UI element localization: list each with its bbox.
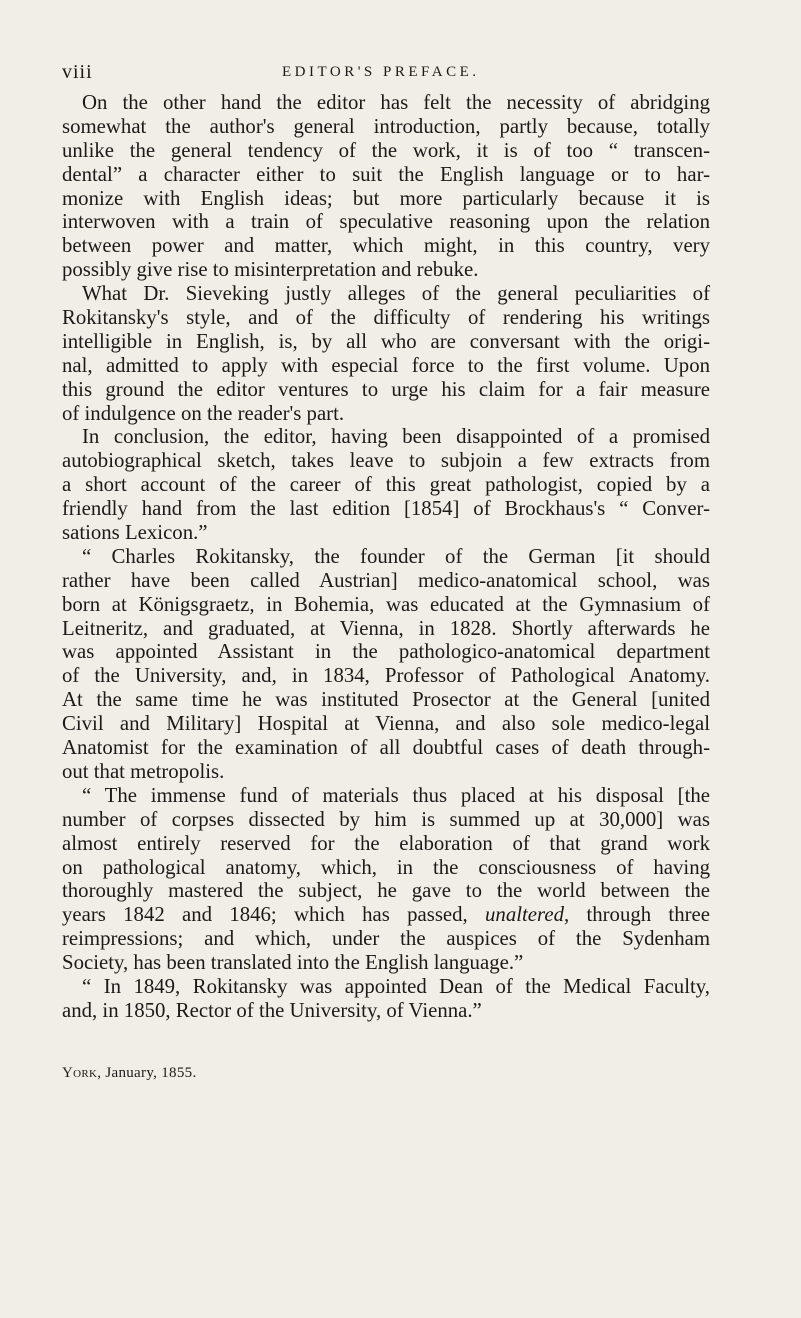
text-line: possibly give rise to misinterpretation and rebuke.	[62, 258, 479, 282]
page-header	[62, 58, 710, 86]
text-line: unlike the general tendency of the work, it is of too “ transcen-	[62, 138, 710, 162]
text-line: was appointed Assistant in the pathologico-anatomical department	[62, 640, 710, 664]
signoff	[62, 1063, 197, 1083]
text-line: What Dr. Sieveking justly alleges of the general peculiarities of	[82, 282, 710, 306]
text-line: on pathological anatomy, which, in the consciousness of having	[62, 855, 710, 879]
running-head: EDITOR'S PREFACE.	[282, 64, 480, 80]
text-line: monize with English ideas; but more particularly because it is	[62, 186, 710, 210]
text-line: thoroughly mastered the subject, he gave to the world between the	[62, 879, 710, 903]
text-line: a short account of the career of this great pathologist, copied by a	[62, 473, 710, 497]
text-line: Civil and Military] Hospital at Vienna, and also sole medico-legal	[62, 712, 710, 736]
text-line: reimpressions; and which, under the auspices of the Sydenham	[62, 927, 710, 951]
text-line: In conclusion, the editor, having been disappointed of a promised	[82, 425, 710, 449]
text-line: of the University, and, in 1834, Professor of Pathological Anatomy.	[62, 664, 710, 688]
text-line: nal, admitted to apply with especial force to the first volume. Upon	[62, 353, 710, 377]
text-line: “ The immense fund of materials thus placed at his disposal [the	[82, 783, 710, 807]
text-line: rather have been called Austrian] medico-anatomical school, was	[62, 568, 710, 592]
text-line: Rokitansky's style, and of the difficulty of rendering his writings	[62, 306, 710, 330]
emphasis: unaltered	[485, 903, 564, 927]
text-line: autobiographical sketch, takes leave to subjoin a few extracts from	[62, 449, 710, 473]
text-line: dental” a character either to suit the English language or to har-	[62, 162, 710, 186]
text-line: this ground the editor ventures to urge his claim for a fair measure	[62, 377, 710, 401]
text-line: sations Lexicon.”	[62, 521, 208, 545]
signoff-date: , January, 1855.	[97, 1065, 197, 1081]
text-line: out that metropolis.	[62, 759, 225, 783]
text-line: between power and matter, which might, in this country, very	[62, 234, 710, 258]
text-line: interwoven with a train of speculative reasoning upon the relation	[62, 210, 710, 234]
text-line: On the other hand the editor has felt the necessity of abridging	[82, 91, 710, 114]
text-line: born at Königsgraetz, in Bohemia, was educated at the Gymnasium of	[62, 592, 710, 616]
preface-body	[62, 91, 710, 1023]
text-line: At the same time he was instituted Prosector at the General [united	[62, 688, 710, 712]
text-line: number of corpses dissected by him is summed up at 30,000] was	[62, 807, 710, 831]
text-line: Society, has been translated into the English language.”	[62, 951, 524, 975]
text-line: “ In 1849, Rokitansky was appointed Dean of the Medical Faculty,	[82, 974, 710, 998]
page-number: viii	[62, 61, 93, 83]
text-line: “ Charles Rokitansky, the founder of the German [it should	[82, 544, 710, 568]
text-line: friendly hand from the last edition [1854] of Brockhaus's “ Conver-	[62, 497, 710, 521]
text-line: Leitneritz, and graduated, at Vienna, in 1828. Shortly afterwards he	[62, 616, 710, 640]
text-line: somewhat the author's general introduction, partly because, totally	[62, 114, 710, 138]
text-line: intelligible in English, is, by all who are conversant with the origi-	[62, 329, 710, 353]
text-line: Anatomist for the examination of all doubtful cases of death through-	[62, 736, 710, 760]
text-line: years 1842 and 1846; which has passed, unaltered, through three	[62, 903, 710, 927]
text-line: almost entirely reserved for the elaboration of that grand work	[62, 831, 710, 855]
text-line: of indulgence on the reader's part.	[62, 401, 345, 425]
text-line: and, in 1850, Rector of the University, of Vienna.”	[62, 998, 482, 1022]
signoff-place: York	[62, 1065, 98, 1081]
